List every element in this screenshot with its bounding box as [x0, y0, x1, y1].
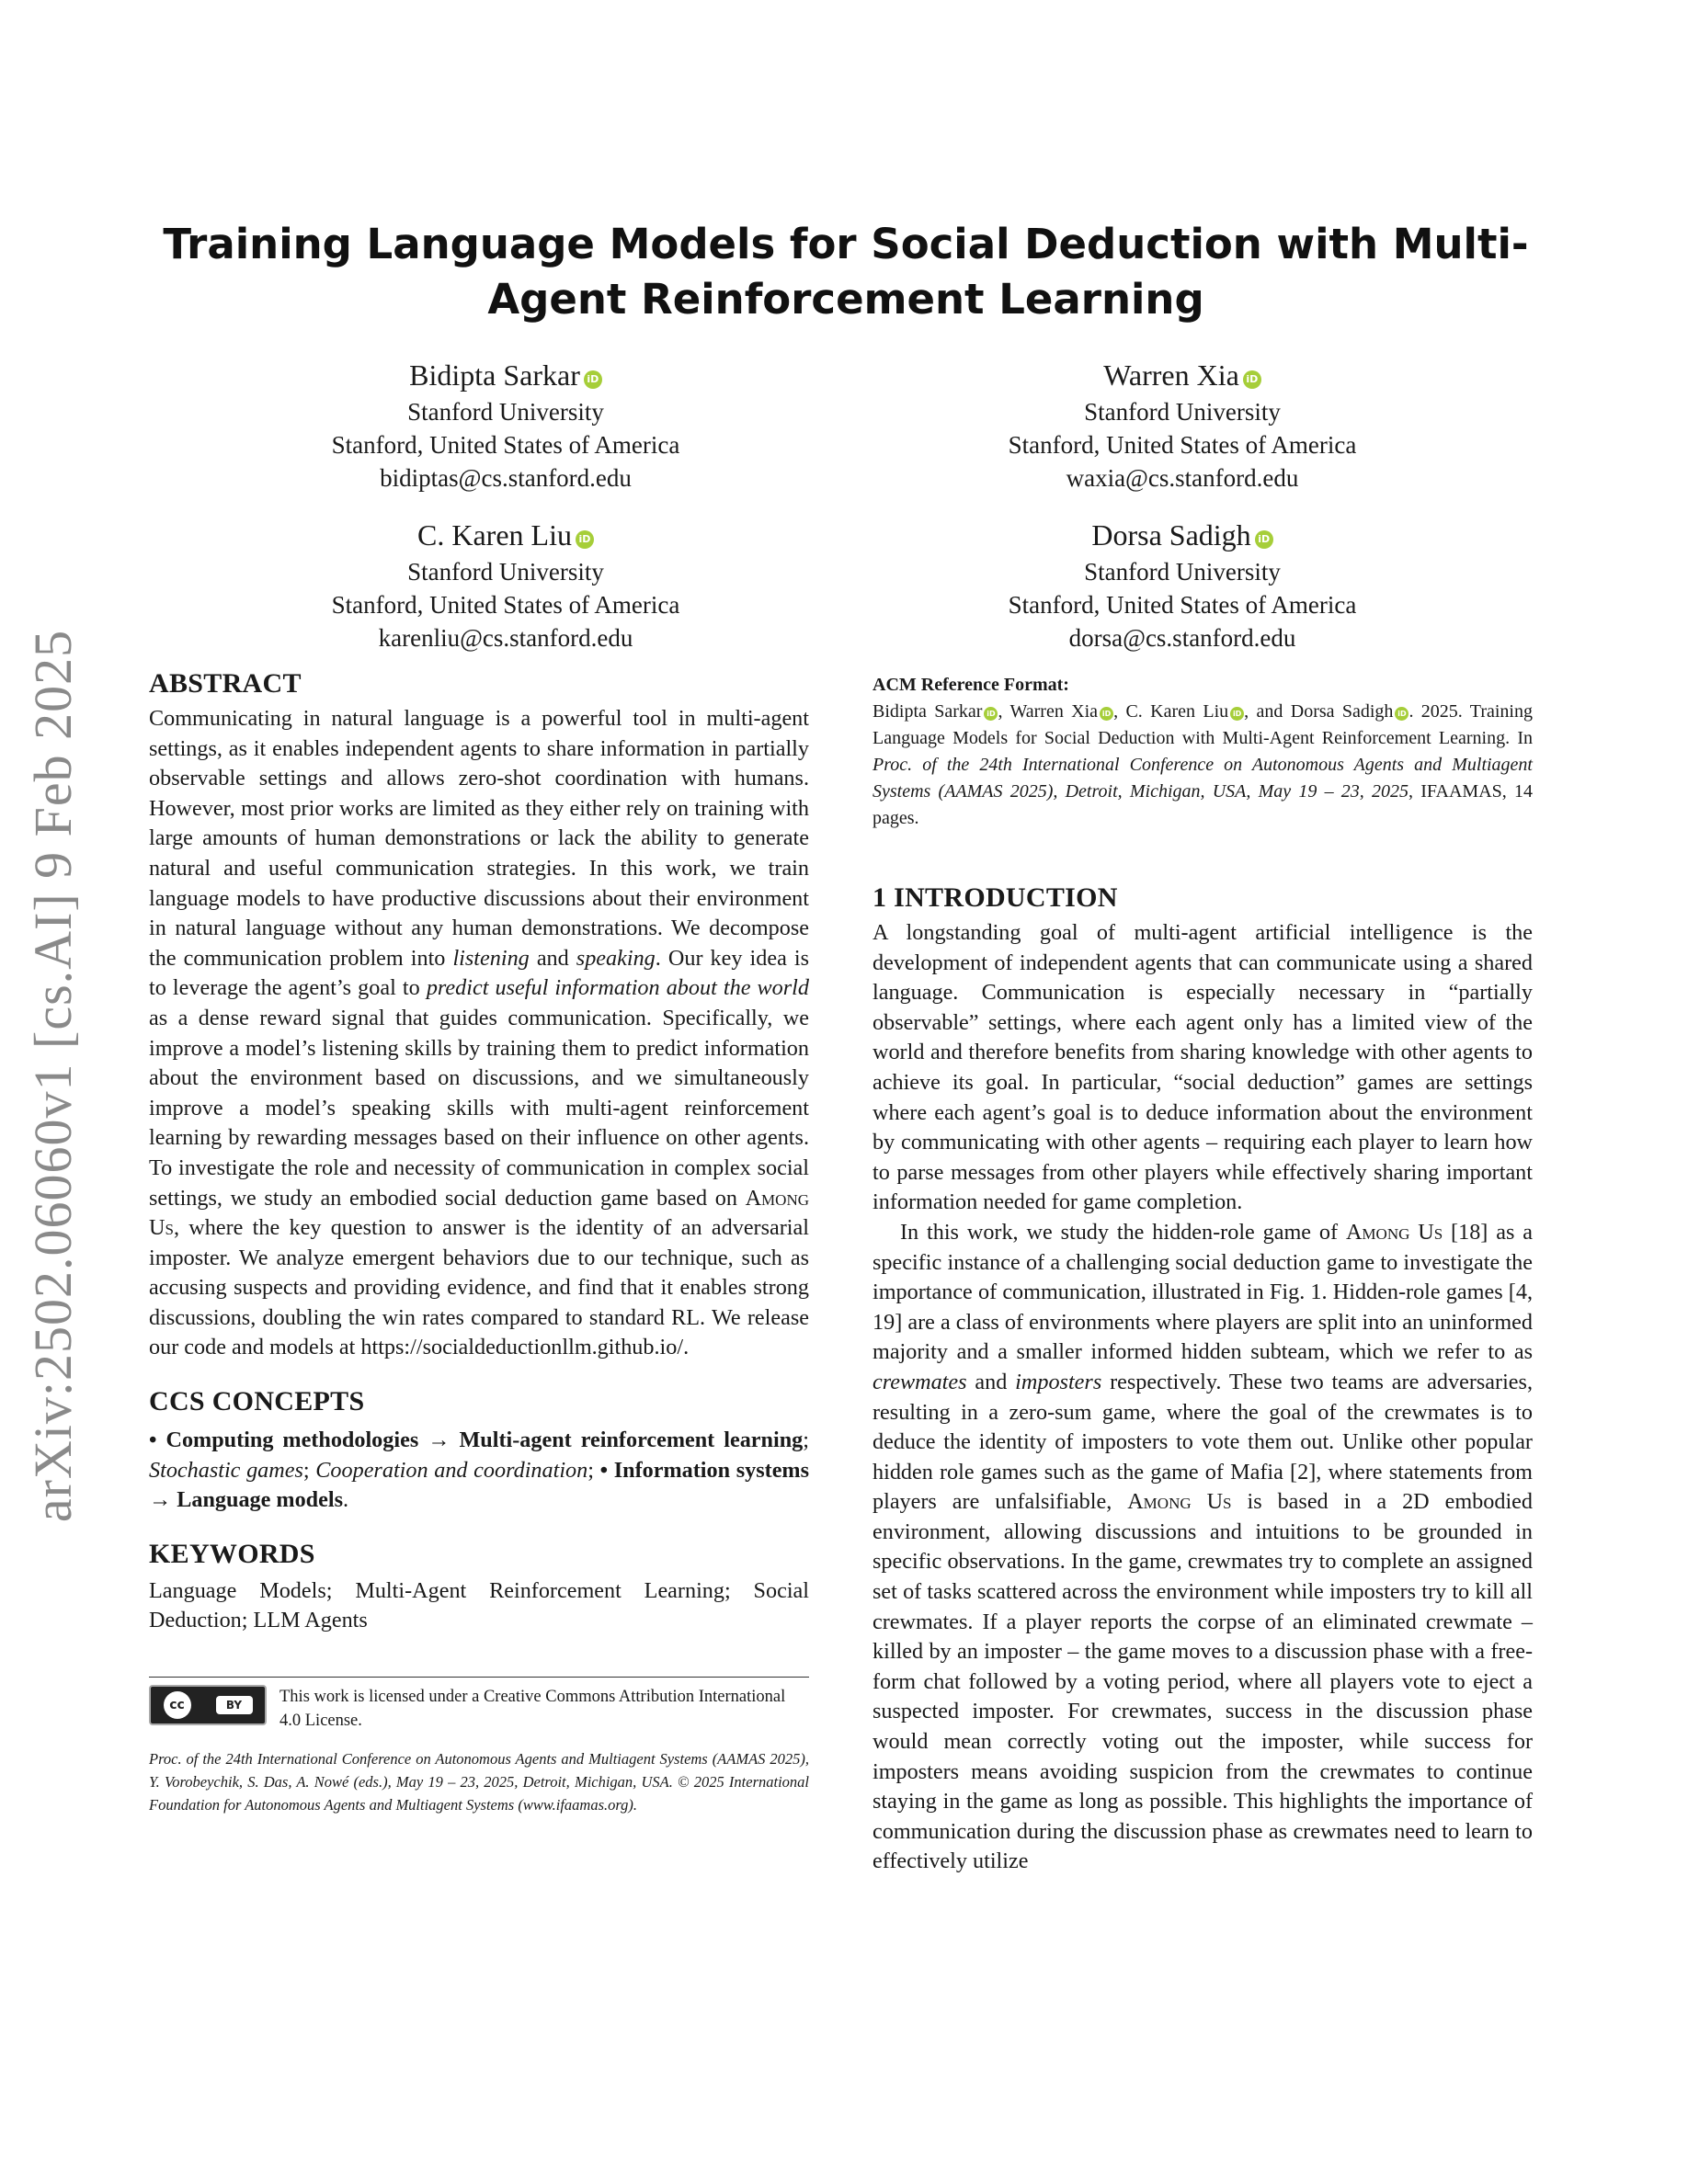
arxiv-sidebar-stamp: [13, 607, 94, 1544]
author-email[interactable]: waxia@cs.stanford.edu: [1066, 464, 1299, 492]
orcid-icon[interactable]: iD: [1255, 530, 1273, 549]
author-name: Bidipta Sarkar: [409, 358, 580, 392]
author-block-4: [861, 515, 1504, 654]
arxiv-id: arXiv:2502.06060v1 [cs.AI] 9 Feb 2025: [23, 629, 84, 1522]
author-affiliation: Stanford University: [407, 398, 604, 426]
license-block: [149, 1685, 809, 1733]
introduction-heading: 1 INTRODUCTION: [873, 882, 1118, 913]
author-name: Warren Xia: [1103, 358, 1239, 392]
cc-icon: cc: [164, 1691, 191, 1719]
author-name: Dorsa Sadigh: [1091, 518, 1251, 552]
author-location: Stanford, United States of America: [331, 591, 680, 619]
intro-paragraph-2: In this work, we study the hidden-role game of Among Us [18] as a specific instance of a challenging social deduction game to investigate the importance of communication, illustrated in Fig. 1. Hidden-role games [4, 19] are a class of environments where players are split into an uninformed majority and a smaller informed hidden subteam, which we refer to as crewmates and imposters respectively. These two teams are adversaries, resulting in a zero-sum game, where the goal of the crewmates is to deduce the identity of imposters to vote them out. Unlike other popular hidden role games such as the game of Mafia [2], where statements from players are unfalsifiable, Among Us is based in a 2D embodied environment, allowing discussions and intuitions to be grounded in specific observations. In the game, crewmates try to complete an assigned set of tasks scattered across the environment while imposters try to kill all crewmates. If a player reports the corpse of an eliminated crewmate – killed by an imposter – the game moves to a discussion phase with a free-form chat followed by a voting period, where all players vote to eject a suspected imposter. For crewmates, success in the discussion phase would mean correctly voting out the imposter, while success for imposters means avoiding suspicion from the crewmates to continue staying in the game as long as possible. This highlights the importance of communication during the discussion phase as crewmates need to learn to effectively utilize: [873, 1219, 1533, 1874]
keywords-body: Language Models; Multi-Agent Reinforcement Learning; Social Deduction; LLM Agents: [149, 1577, 809, 1633]
author-email[interactable]: karenliu@cs.stanford.edu: [378, 624, 633, 652]
ccs-heading: CCS CONCEPTS: [149, 1386, 365, 1417]
author-location: Stanford, United States of America: [1008, 591, 1357, 619]
license-text: This work is licensed under a Creative Commons Attribution International 4.0 License.: [279, 1688, 786, 1731]
author-block-3: [184, 515, 827, 654]
abstract-heading: ABSTRACT: [149, 668, 302, 699]
by-icon: BY: [216, 1696, 253, 1714]
author-affiliation: Stanford University: [407, 558, 604, 586]
right-column: [873, 671, 1533, 1877]
author-block-1: [184, 355, 827, 495]
acm-reference-heading: ACM Reference Format:: [873, 675, 1069, 695]
orcid-icon[interactable]: iD: [584, 370, 602, 389]
acm-reference-body: Bidipta Sarkar iD , Warren Xia iD , C. Karen Liu iD , and Dorsa Sadigh iD . 2025. Training Language Models for Social Deduction with Multi-Agent Reinforcement Learning. In Proc. of the 24th International Conference on Autonomous Agents and Multiagent Systems (AAMAS 2025), Detroit, Michigan, USA, May 19 – 23, 2025, IFAAMAS, 14 pages.: [873, 701, 1533, 828]
author-location: Stanford, United States of America: [331, 431, 680, 459]
orcid-icon[interactable]: iD: [1100, 707, 1113, 721]
orcid-icon[interactable]: iD: [1230, 707, 1244, 721]
author-block-2: [861, 355, 1504, 495]
intro-paragraph-1: A longstanding goal of multi-agent artificial intelligence is the development of independent agents that can communicate using a shared language. Communication is especially necessary in “partially observable” settings, where each agent only has a limited view of the world and therefore benefits from sharing knowledge with other agents to achieve its goal. In particular, “social deduction” games are settings where each agent’s goal is to deduce information about the environment by communicating with other agents – requiring each player to learn how to parse messages from other players while effectively sharing important information needed for game completion.: [873, 920, 1533, 1215]
orcid-icon[interactable]: iD: [576, 530, 594, 549]
author-location: Stanford, United States of America: [1008, 431, 1357, 459]
paper-title: Training Language Models for Social Deduction with Multi-Agent Reinforcement Learning: [163, 220, 1529, 324]
orcid-icon[interactable]: iD: [1243, 370, 1261, 389]
left-column: [149, 665, 809, 1816]
proceedings-note: Proc. of the 24th International Conference on Autonomous Agents and Multiagent Systems (AAMAS 2025), Y. Vorobeychik, S. Das, A. Nowé (eds.), May 19 – 23, 2025, Detroit, Michigan, USA. © 2025 International Foundation for Autonomous Agents and Multiagent Systems (www.ifaamas.org).: [149, 1750, 809, 1814]
author-email[interactable]: dorsa@cs.stanford.edu: [1068, 624, 1296, 652]
author-email[interactable]: bidiptas@cs.stanford.edu: [380, 464, 632, 492]
footer-rule: [149, 1677, 809, 1678]
author-affiliation: Stanford University: [1084, 558, 1281, 586]
orcid-icon[interactable]: iD: [1395, 707, 1409, 721]
author-affiliation: Stanford University: [1084, 398, 1281, 426]
author-name: C. Karen Liu: [417, 518, 572, 552]
introduction-body: [873, 918, 1533, 1877]
ccs-body: • Computing methodologies → Multi-agent reinforcement learning; Stochastic games; Cooperation and coordination; • Information systems → Language models.: [149, 1428, 809, 1513]
abstract-body: Communicating in natural language is a powerful tool in multi-agent settings, as it enables independent agents to share information in partially observable settings and allows zero-shot coordination with humans. However, most prior works are limited as they either rely on training with large amounts of human demonstrations or lack the ability to generate natural and useful communication strategies. In this work, we train language models to have productive discussions about their environment in natural language without any human demonstrations. We decompose the communication problem into listening and speaking. Our key idea is to leverage the agent’s goal to predict useful information about the world as a dense reward signal that guides communication. Specifically, we improve a model’s listening skills by training them to predict information about the environment based on discussions, and we simultaneously improve a model’s speaking skills with multi-agent reinforcement learning by rewarding messages based on their influence on other agents. To investigate the role and necessity of communication in complex social settings, we study an embodied social deduction game based on Among Us, where the key question to answer is the identity of an adversarial imposter. We analyze emergent behaviors due to our technique, such as accusing suspects and providing evidence, and find that it enables strong discussions, doubling the win rates compared to standard RL. We release our code and models at https://socialdeductionllm.github.io/.: [149, 706, 809, 1360]
keywords-heading: KEYWORDS: [149, 1538, 315, 1569]
cc-by-license-badge[interactable]: [149, 1685, 267, 1725]
orcid-icon[interactable]: iD: [984, 707, 998, 721]
